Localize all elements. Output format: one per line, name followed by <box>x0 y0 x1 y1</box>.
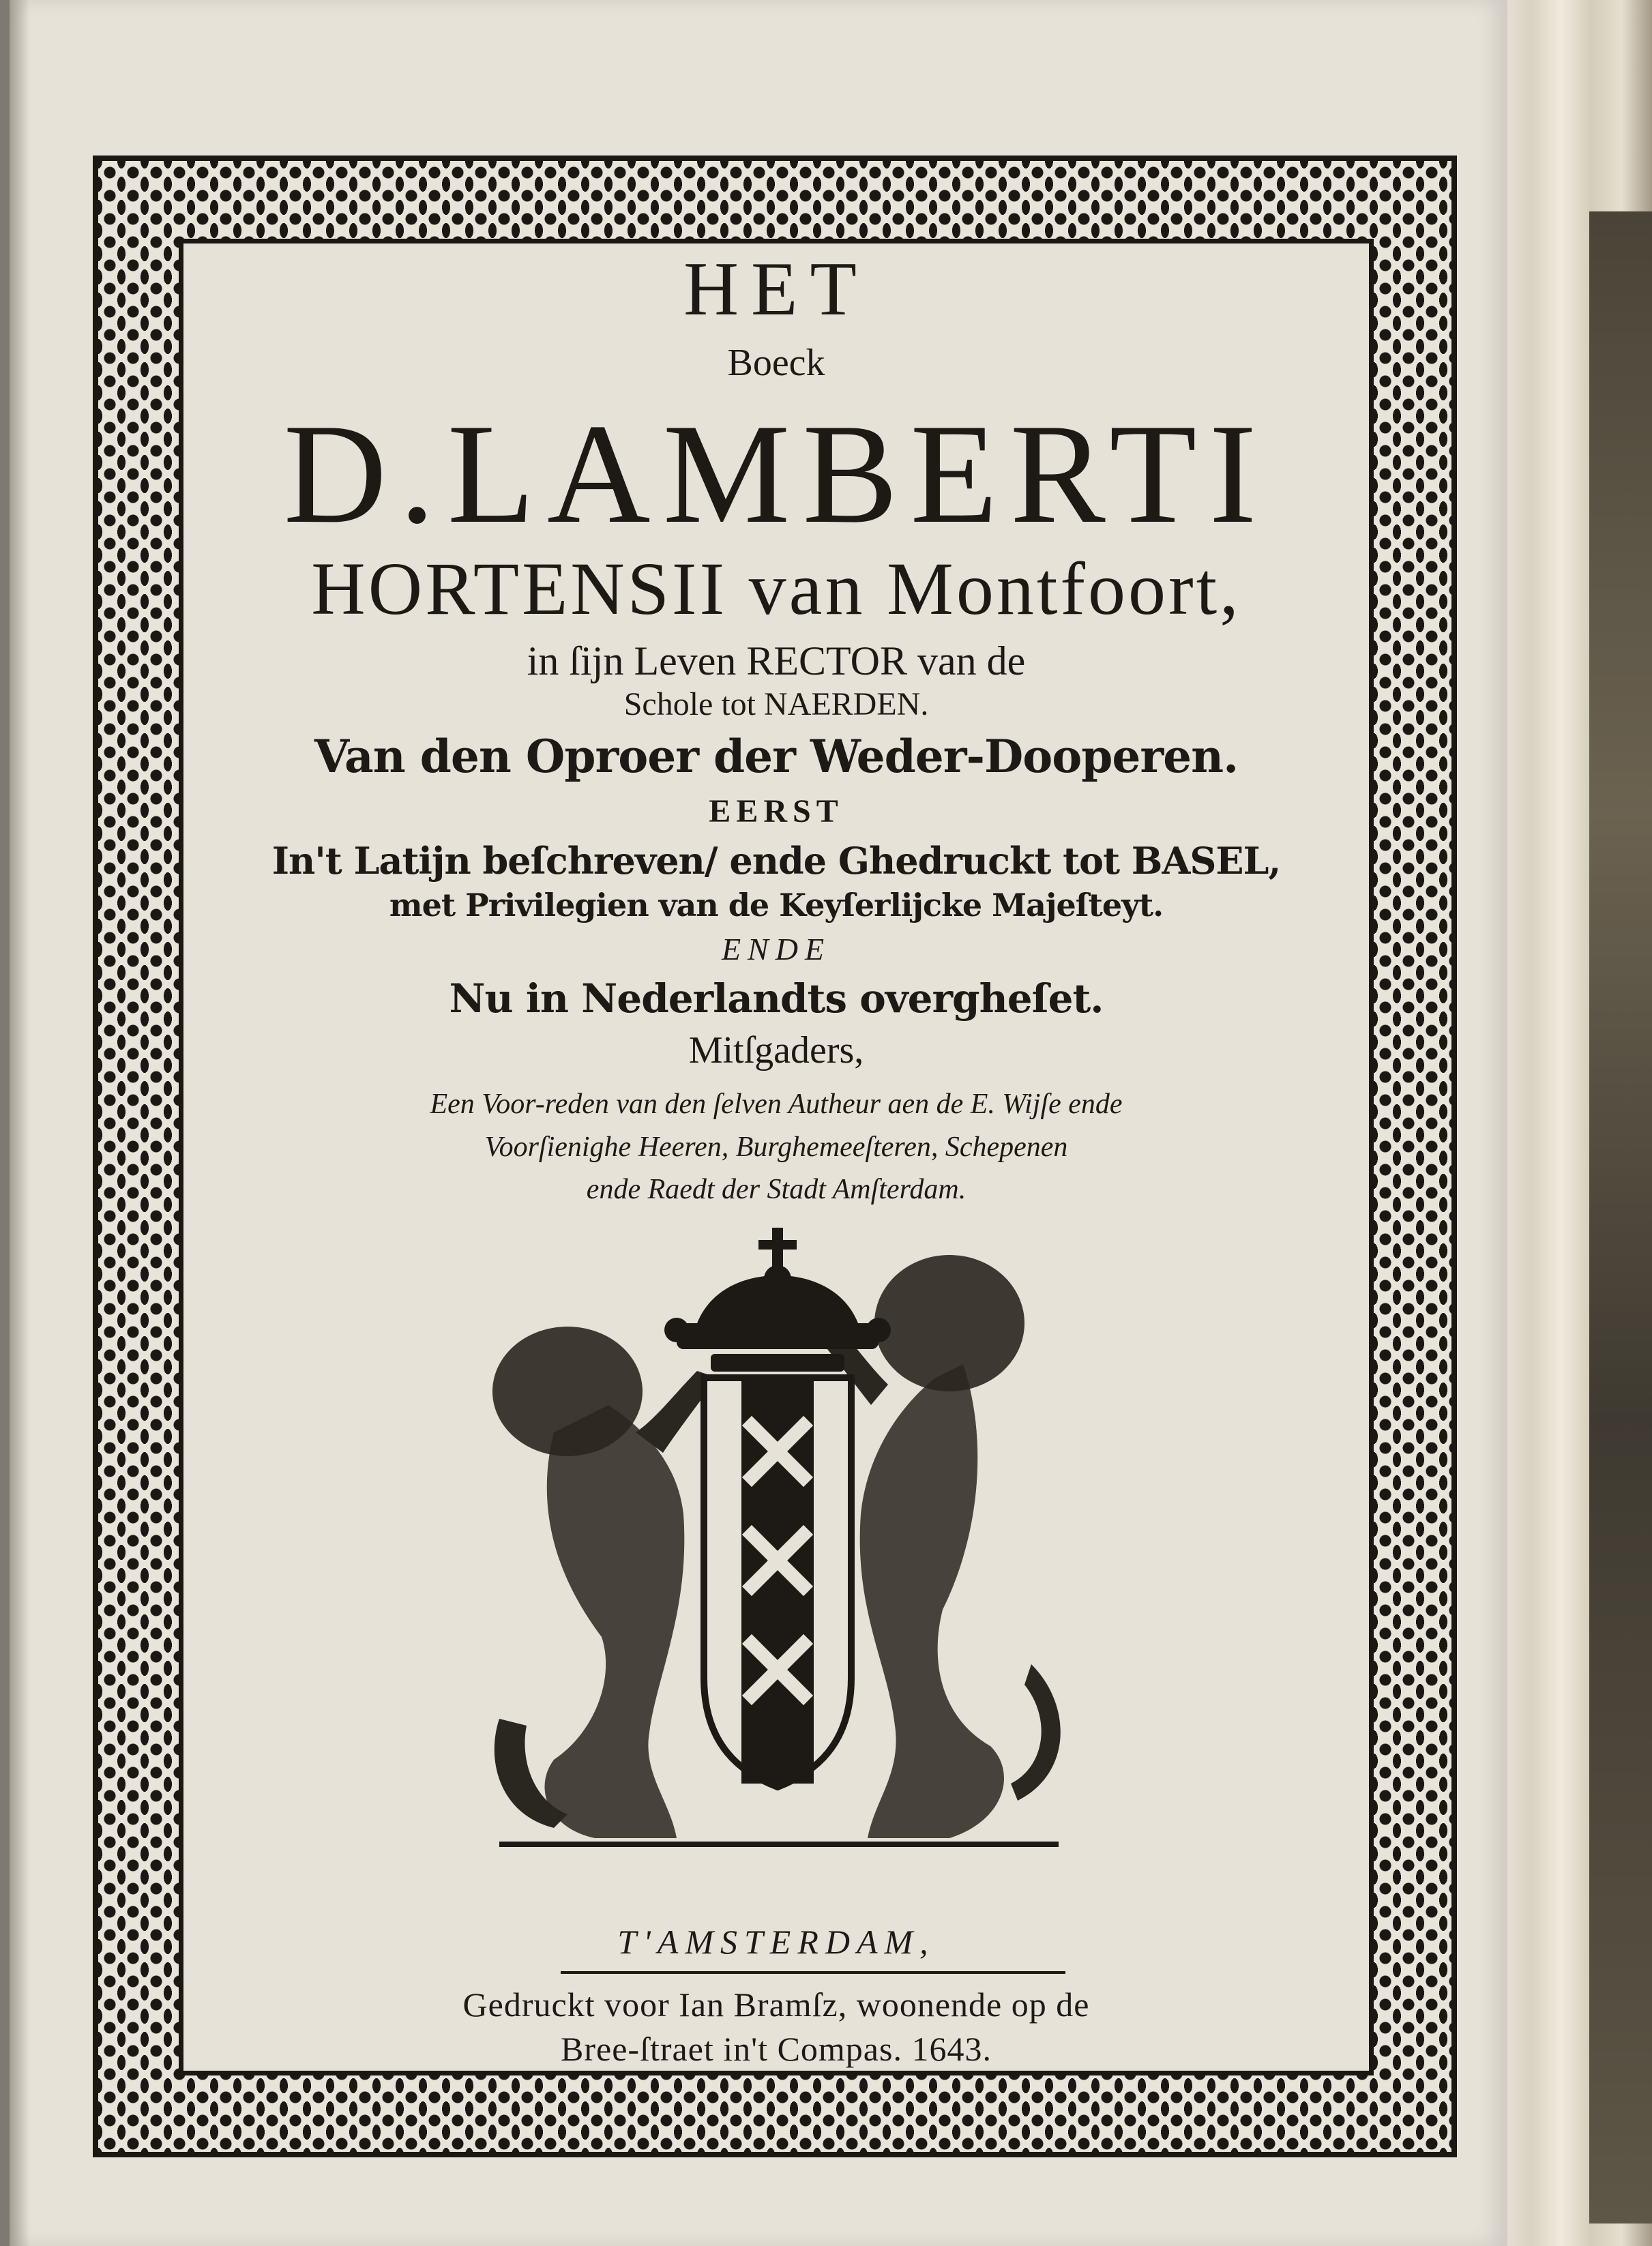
spine-shadow <box>10 0 30 2246</box>
author-school-line: Schole tot NAERDEN. <box>623 686 929 722</box>
latin-origin-line: In't Latijn beſchreven/ ende Ghedruckt tot BASEL, <box>271 839 1281 883</box>
title-page <box>10 0 1507 2246</box>
preface-line-2: Voorſienighe Heeren, Burghemeeſteren, Schepenen <box>484 1132 1068 1163</box>
title-boeck: Boeck <box>727 342 825 384</box>
book-cover-edge <box>1589 211 1652 2223</box>
imprint-rule <box>561 1971 1065 1974</box>
title-text-block <box>179 239 1374 2075</box>
book-subject-line: Van den Oproer der Weder-Dooperen. <box>314 730 1239 783</box>
imprint-city: T'AMSTERDAM, <box>617 1923 935 1961</box>
author-role-line: in ſijn Leven RECTOR van de <box>527 638 1026 683</box>
mitsgaders-line: Mitſgaders, <box>688 1029 864 1072</box>
preface-line-1: Een Voor-reden van den ſelven Autheur aen de E. Wijſe ende <box>430 1089 1123 1120</box>
ende-line: ENDE <box>721 932 831 966</box>
imprint-printer-line-1: Gedruckt voor Ian Bramſz, woonende op de <box>462 1985 1090 2024</box>
privilege-line: met Privilegien van de Keyſerlijcke Majeſteyt. <box>389 887 1164 923</box>
author-name-subheading: HORTENSII van Montfoort, <box>311 547 1241 630</box>
amsterdam-coat-of-arms-icon <box>472 1228 1086 1876</box>
preface-line-3: ende Raedt der Stadt Amſterdam. <box>586 1174 967 1205</box>
imprint-printer-line-2: Bree-ſtraet in't Compas. 1643. <box>561 2030 992 2068</box>
translation-line: Nu in Nederlandts overgheſet. <box>449 975 1104 1022</box>
author-name-heading: D.LAMBERTI <box>283 395 1269 553</box>
title-het: HET <box>683 247 869 331</box>
eerst-line: EERST <box>709 793 844 829</box>
